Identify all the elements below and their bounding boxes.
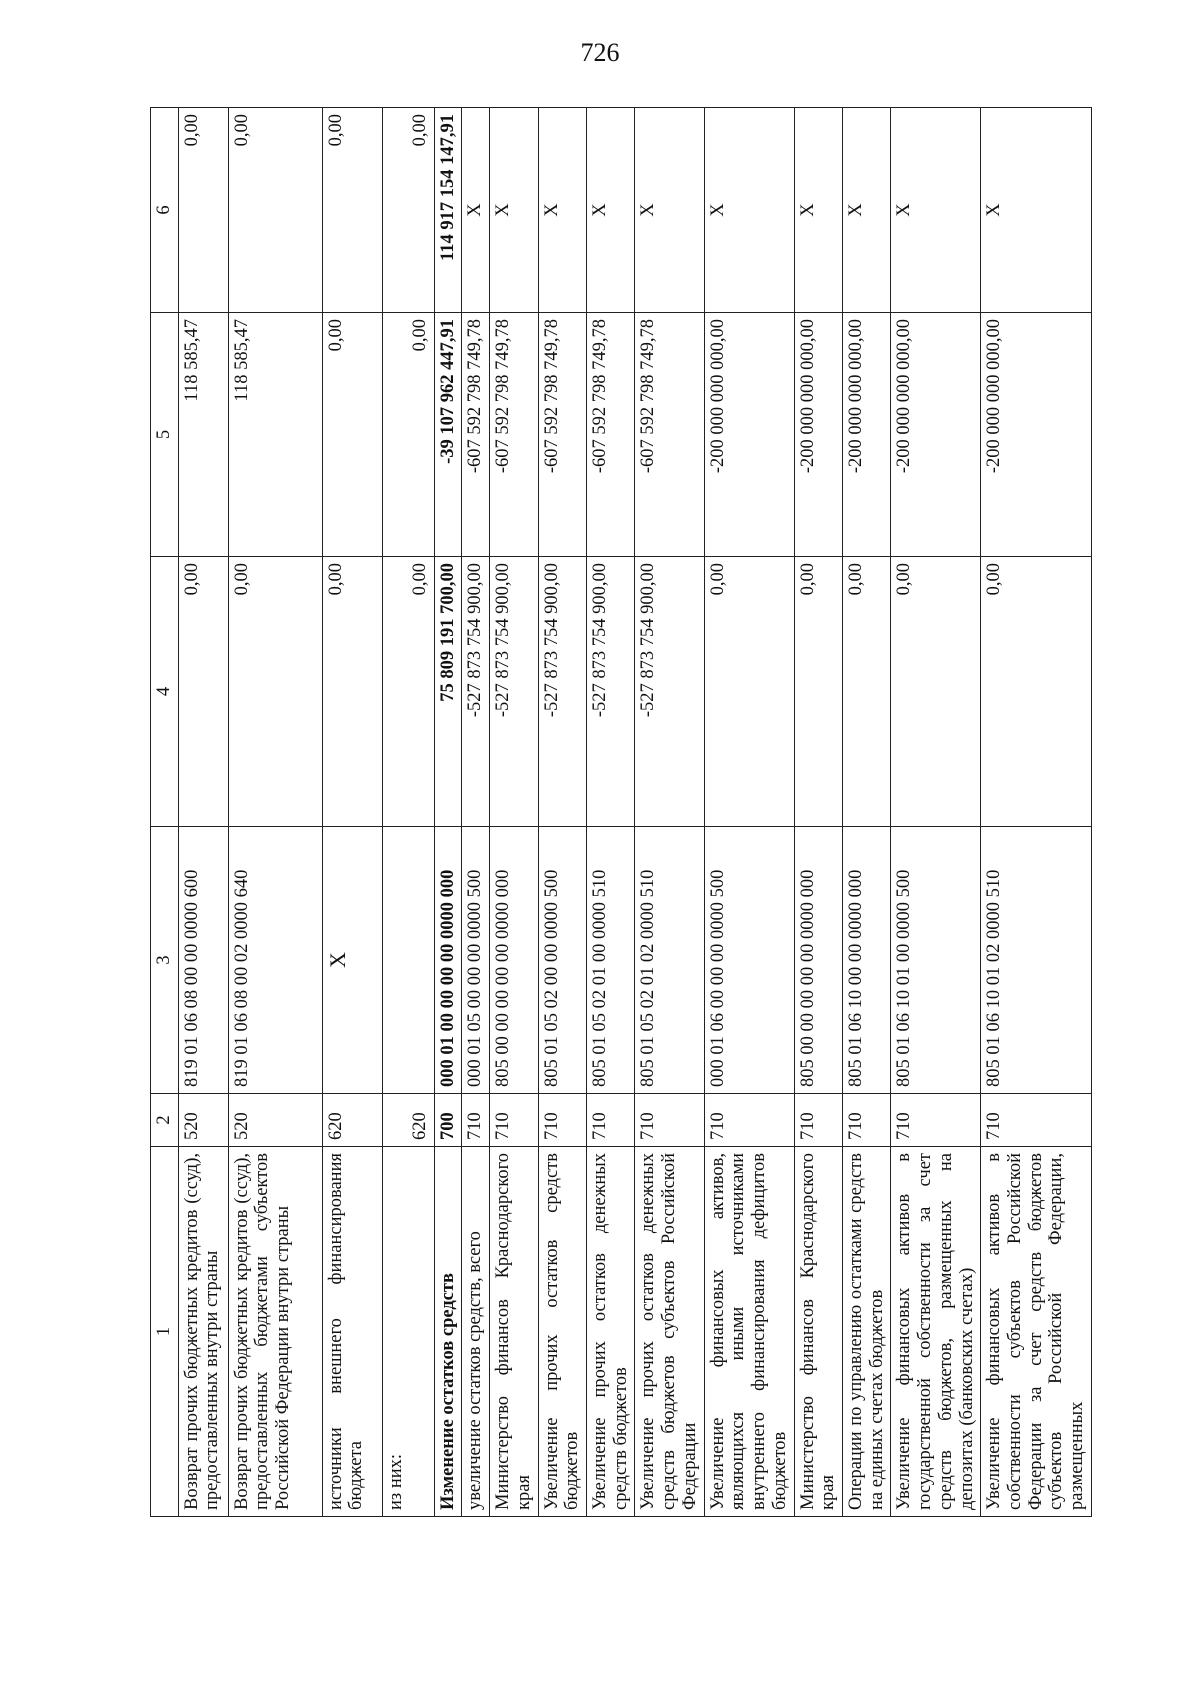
row-unexecuted: 0,00 — [228, 108, 322, 313]
row-line-code: 710 — [462, 1094, 490, 1147]
row-line-code: 710 — [635, 1094, 704, 1147]
row-unexecuted: 0,00 — [322, 108, 382, 313]
table-row — [587, 108, 635, 1517]
row-approved: 0,00 — [178, 557, 228, 827]
row-line-code: 710 — [842, 1094, 890, 1147]
column-header: 2 — [151, 1094, 179, 1147]
row-budget-code: X — [322, 827, 382, 1094]
row-name: Увеличение прочих остатков средств бюджетов — [538, 1147, 586, 1517]
row-unexecuted: 0,00 — [382, 108, 434, 313]
row-unexecuted: 114 917 154 147,91 — [434, 108, 462, 313]
table-row — [462, 108, 490, 1517]
row-unexecuted: X — [794, 108, 842, 313]
row-line-code: 710 — [981, 1094, 1092, 1147]
row-approved: 0,00 — [794, 557, 842, 827]
row-approved: 0,00 — [981, 557, 1092, 827]
row-budget-code: 805 01 05 02 01 02 0000 510 — [635, 827, 704, 1094]
page-number: 726 — [580, 38, 620, 67]
row-executed: -200 000 000 000,00 — [704, 313, 794, 557]
row-name: Возврат прочих бюджетных кредитов (ссуд), предоставленных внутри страны — [178, 1147, 228, 1517]
row-unexecuted: 0,00 — [178, 108, 228, 313]
row-approved: 0,00 — [228, 557, 322, 827]
column-header: 5 — [151, 313, 179, 557]
row-approved: -527 873 754 900,00 — [635, 557, 704, 827]
row-approved: 0,00 — [704, 557, 794, 827]
row-executed: -607 592 798 749,78 — [587, 313, 635, 557]
row-unexecuted: X — [462, 108, 490, 313]
row-name: из них: — [382, 1147, 434, 1517]
row-executed: -200 000 000 000,00 — [842, 313, 890, 557]
row-name: Министерство финансов Краснодарского края — [794, 1147, 842, 1517]
row-executed: -607 592 798 749,78 — [538, 313, 586, 557]
row-line-code: 710 — [794, 1094, 842, 1147]
row-line-code: 700 — [434, 1094, 462, 1147]
row-approved: -527 873 754 900,00 — [587, 557, 635, 827]
row-name: Увеличение прочих остатков денежных средств бюджетов субъектов Российской Федерации — [635, 1147, 704, 1517]
row-executed: 0,00 — [322, 313, 382, 557]
row-line-code: 710 — [891, 1094, 981, 1147]
row-name: Увеличение прочих остатков денежных средств бюджетов — [587, 1147, 635, 1517]
row-executed: -200 000 000 000,00 — [794, 313, 842, 557]
row-executed: -200 000 000 000,00 — [891, 313, 981, 557]
row-unexecuted: X — [704, 108, 794, 313]
row-unexecuted: X — [635, 108, 704, 313]
table-row — [794, 108, 842, 1517]
column-header: 1 — [151, 1147, 179, 1517]
table-header-row — [151, 108, 179, 1517]
table-row — [635, 108, 704, 1517]
row-unexecuted: X — [891, 108, 981, 313]
row-budget-code: 805 00 00 00 00 00 0000 000 — [490, 827, 538, 1094]
row-line-code: 710 — [490, 1094, 538, 1147]
row-budget-code: 819 01 06 08 00 00 0000 600 — [178, 827, 228, 1094]
row-approved: 75 809 191 700,00 — [434, 557, 462, 827]
row-budget-code: 805 01 06 10 01 00 0000 500 — [891, 827, 981, 1094]
row-budget-code: 000 01 05 00 00 00 0000 500 — [462, 827, 490, 1094]
row-budget-code: 805 01 06 10 00 00 0000 000 — [842, 827, 890, 1094]
row-approved: 0,00 — [322, 557, 382, 827]
column-header: 3 — [151, 827, 179, 1094]
table-row — [178, 108, 228, 1517]
row-unexecuted: X — [981, 108, 1092, 313]
row-executed: -607 592 798 749,78 — [462, 313, 490, 557]
row-unexecuted: X — [587, 108, 635, 313]
row-name: Возврат прочих бюджетных кредитов (ссуд), предоставленных бюджетами субъектов Российской Федерации внутри страны — [228, 1147, 322, 1517]
rotated-table-container — [150, 108, 1114, 1517]
row-executed: -607 592 798 749,78 — [490, 313, 538, 557]
row-name: Операции по управлению остатками средств на единых счетах бюджетов — [842, 1147, 890, 1517]
row-budget-code: 805 01 06 10 01 02 0000 510 — [981, 827, 1092, 1094]
row-unexecuted: X — [842, 108, 890, 313]
row-budget-code: 805 01 05 02 01 00 0000 510 — [587, 827, 635, 1094]
row-executed: -200 000 000 000,00 — [981, 313, 1092, 557]
row-name: Увеличение финансовых активов в государственной собственности за счет средств бюджетов, размещенных на депозитах (банковских счетах) — [891, 1147, 981, 1517]
row-budget-code: 000 01 06 00 00 00 0000 500 — [704, 827, 794, 1094]
row-line-code: 520 — [228, 1094, 322, 1147]
row-executed: 118 585,47 — [178, 313, 228, 557]
row-name: увеличение остатков средств, всего — [462, 1147, 490, 1517]
row-line-code: 710 — [587, 1094, 635, 1147]
table-row-total — [434, 108, 462, 1517]
row-budget-code: 805 01 05 02 00 00 0000 500 — [538, 827, 586, 1094]
row-name: Министерство финансов Краснодарского края — [490, 1147, 538, 1517]
row-budget-code: 819 01 06 08 00 02 0000 640 — [228, 827, 322, 1094]
row-line-code: 620 — [382, 1094, 434, 1147]
row-budget-code: 805 00 00 00 00 00 0000 000 — [794, 827, 842, 1094]
row-budget-code: 000 01 00 00 00 00 0000 000 — [434, 827, 462, 1094]
row-unexecuted: X — [490, 108, 538, 313]
budget-sources-table — [150, 107, 1092, 1517]
table-row — [322, 108, 382, 1517]
row-line-code: 710 — [704, 1094, 794, 1147]
row-line-code: 620 — [322, 1094, 382, 1147]
row-executed: 0,00 — [382, 313, 434, 557]
row-approved: -527 873 754 900,00 — [490, 557, 538, 827]
column-header: 6 — [151, 108, 179, 313]
row-approved: -527 873 754 900,00 — [538, 557, 586, 827]
table-row — [538, 108, 586, 1517]
row-name: Изменение остатков средств — [434, 1147, 462, 1517]
table-row — [891, 108, 981, 1517]
row-executed: 118 585,47 — [228, 313, 322, 557]
row-approved: -527 873 754 900,00 — [462, 557, 490, 827]
row-unexecuted: X — [538, 108, 586, 313]
row-approved: 0,00 — [842, 557, 890, 827]
row-line-code: 520 — [178, 1094, 228, 1147]
table-row — [382, 108, 434, 1517]
table-row — [842, 108, 890, 1517]
table-row — [228, 108, 322, 1517]
row-name: Увеличение финансовых активов, являющихся иными источниками внутреннего финансирования дефицитов бюджетов — [704, 1147, 794, 1517]
row-name: Увеличение финансовых активов в собственности субъектов Российской Федерации за счет средств бюджетов субъектов Российской Федерации, размещенных — [981, 1147, 1092, 1517]
row-approved: 0,00 — [891, 557, 981, 827]
row-approved: 0,00 — [382, 557, 434, 827]
table-row — [981, 108, 1092, 1517]
row-executed: -607 592 798 749,78 — [635, 313, 704, 557]
column-header: 4 — [151, 557, 179, 827]
row-budget-code — [382, 827, 434, 1094]
row-name: источники внешнего финансирования бюджета — [322, 1147, 382, 1517]
row-executed: -39 107 962 447,91 — [434, 313, 462, 557]
table-row — [490, 108, 538, 1517]
row-line-code: 710 — [538, 1094, 586, 1147]
table-row — [704, 108, 794, 1517]
